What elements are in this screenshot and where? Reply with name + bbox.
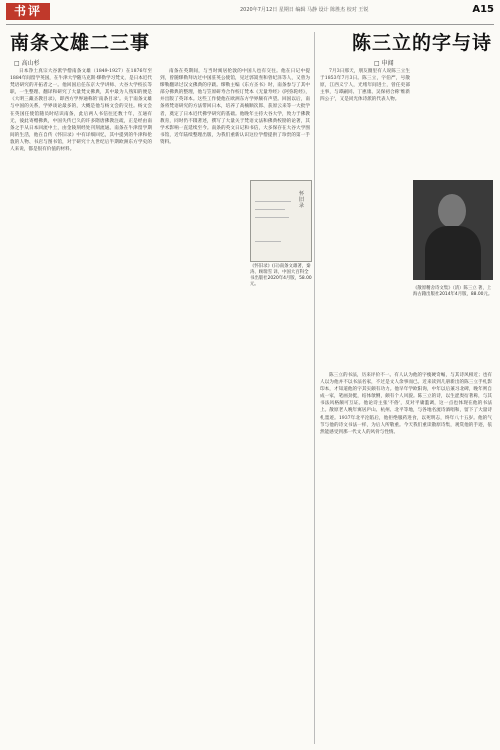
- portrait-body: [425, 226, 481, 280]
- book-caption: 《怀旧录》(日)南条文雄著，秦涛、顾瑞雪 译，中国大百科全书出版社2020年4月版，58.00元。: [250, 264, 312, 287]
- page-number: A15: [472, 4, 494, 15]
- article2-title: 陈三立的字与诗: [352, 32, 493, 54]
- article1-column-2: [160, 68, 310, 744]
- column-divider: [314, 32, 315, 744]
- issue-meta: 2020年7月12日 星期日 编辑 马静 设计 陈胜杰 校对 王锐: [240, 7, 369, 13]
- article1-column-1: [10, 68, 152, 744]
- portrait-head: [438, 194, 466, 228]
- article2-column-1: [320, 68, 410, 368]
- article1-author: □ 高山杉: [14, 60, 40, 67]
- section-logo: 书评: [6, 3, 50, 20]
- article2-column-2: [320, 372, 492, 744]
- header-rule: [6, 24, 494, 25]
- article2-author: □ 申闻: [374, 60, 394, 67]
- book-cover-image: [250, 180, 312, 262]
- photo-caption: 《散原精舍诗文集》（清）陈三立 著，上海古籍出版社2014年4月版，88.00元。: [413, 286, 493, 297]
- article1-text-1: 日本净土真宗大谷派学僧南条文雄（1849-1927）在1876年至1884年间留学英国，在牛津大学随马克斯·缪勒学习梵文，是日本近代梵语研究的开拓者之一。他回国后任东京大学讲师、大谷大学校长等职，一生整理、翻译和研究了大量梵文佛典，其中最为人熟知的便是《大明三藏圣教目录》，即西方学界通称的'南条目录'。关于南条文雄与中国的关系，学界谈论最多的，大概是他与杨文会的交往。杨文会在英国任使馆随员时结识南条，此后两人书信往还数十年，互通有无，彼此寄赠佛典，中国失传已久的许多隋唐佛教注疏，正是经由南条之手从日本回流中土，由金陵刻经处刊刻流通。南条在牛津留学期间的生活，他在自传《怀旧录》中有详细回忆，其中提到的牛津和伦敦的人物、书店与图书馆，对于研究十九世纪后半期欧洲东方学史的人来说，都是很有价值的材料。: [10, 69, 152, 153]
- page-header: [0, 0, 500, 22]
- portrait-photo: [413, 180, 493, 280]
- article2-text-2: 陈三立的书法，历来评价不一。有人认为他的字瘦硬奇崛，与其诗风相近；也有人以为他并不以书法名家，不过是文人余事而已。近来读到几册新出的陈三立手札影印本，才知道他的字其实颇有功力。他早年学欧阳询，中年以后兼习北碑，晚年则自成一家，笔画劲挺，结体欹侧，颇有个人风貌。陈三立的诗，以生涩奥衍著称，与其书法风格颇可互证。他论诗主张'不俗'，反对平庸滥调，这一点也体现在他的书法上。散原老人晚年寓居庐山、杭州、北平等地，与各地名流诗酒唱和，留下了大量诗札墨迹。1937年北平沦陷后，他拒绝服药进食，以死明志，终年八十五岁。他的气节与他的诗文书法一样，为后人所敬重。今天我们重读散原诗集，观赏他的手迹，依然能感受到那一代文人的风骨与性情。: [320, 373, 492, 435]
- article2-text-1: 7月3日那天，朋友圈里有人说陈三立生于1853年7月3日。陈三立，字伯严，号散原，江西义宁人，光绪年间进士，曾任吏部主事，与谭嗣同、丁惠康、吴保初合称'维新四公子'，又是同光体诗派的代表人物。: [320, 69, 410, 103]
- article1-title: 南条文雄二三事: [10, 32, 151, 54]
- article1-text-2: 南条在英期间，与当时寓居伦敦的中国人也有交往。他在日记中提到，曾随缪勒拜访过中国驻英公使馆，见过郭嵩焘和曾纪泽等人，又曾为缪勒翻译过汉文佛典的序跋。缪勒主编《东方圣书》时，南条参与了其中部分佛典的整理，他与笠原研寿合作校订梵本《无量寿经》《阿弥陀经》，并出版了英译本。这些工作使他在欧洲东方学界颇有声望。回国以后，南条将梵语研究的方法带回日本，培养了高楠顺次郎、获原云来等一大批学者，奠定了日本近代佛学研究的基础。他晚年主持大谷大学，致力于佛教教育，同时仍不辍著述，撰写了大量关于梵语文法和佛典校勘的论著，其学术影响一直延续至今。南条的英文日记和书信，大多保存在大谷大学图书馆，近年陆续整理出版，为我们重新认识这位学僧提供了珍贵的第一手资料。: [160, 69, 310, 145]
- book-cover-title: 怀旧录: [299, 191, 305, 209]
